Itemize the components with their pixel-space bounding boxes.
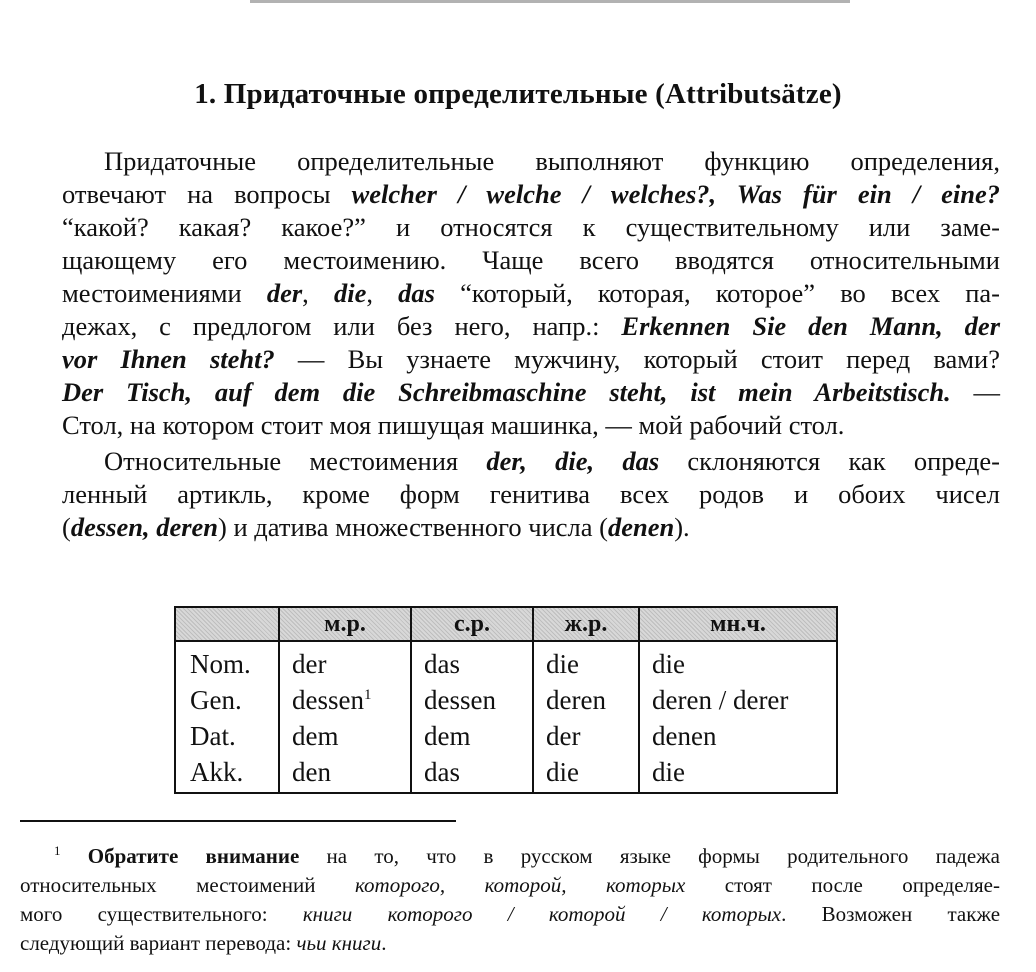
text-line: “какой? какая? какое?” и относятся к существительному или заме- <box>62 212 1000 242</box>
text-line <box>20 178 1000 211</box>
declension-table <box>174 606 838 794</box>
genitive-forms: dessen, deren <box>70 512 219 542</box>
paragraph-2 <box>20 445 1000 544</box>
case-label: Akk. <box>190 757 244 787</box>
table-header-corner <box>175 607 279 641</box>
footnote-divider <box>20 820 456 822</box>
text-line <box>20 277 1000 310</box>
table-header-neuter: с.р. <box>411 607 533 641</box>
body-text <box>20 145 1000 544</box>
example-questions: welcher / welche / welches?, Was für ein / eine? <box>351 179 1000 209</box>
text-run: ) и датива множественного числа ( <box>218 512 608 542</box>
text-run: на то, что в русском языке формы родительного падежа <box>299 844 1000 868</box>
table-cell: dem <box>279 718 411 754</box>
footnote-line <box>20 842 1000 871</box>
table-row <box>175 754 837 793</box>
text-line: Стол, на котором стоит моя пишущая машинка, — мой рабочий стол. <box>62 410 845 440</box>
text-line <box>20 310 1000 343</box>
text-run: — <box>950 377 1001 407</box>
table-cell: den <box>279 754 411 793</box>
table-row <box>175 718 837 754</box>
example-preposition: auf dem <box>214 377 321 407</box>
footnote-mark: 1 <box>54 843 61 858</box>
table-cell: der <box>533 718 639 754</box>
table-cell: das <box>411 641 533 682</box>
text-run: местоимениями <box>62 278 267 308</box>
text-line <box>20 511 1000 544</box>
text-line: щающему его местоимению. Чаще всего вводятся относительными <box>62 245 1000 275</box>
table-cell: die <box>533 754 639 793</box>
footnote-line <box>20 900 1000 929</box>
table-cell <box>279 682 411 718</box>
table-cell: deren <box>533 682 639 718</box>
footnote <box>20 842 1000 958</box>
text-line <box>20 376 1000 409</box>
footnote-line <box>20 929 1000 958</box>
text-line: Придаточные определительные выполняют функцию определения, <box>104 146 1000 176</box>
case-label: Nom. <box>190 649 251 679</box>
paragraph-1 <box>20 145 1000 442</box>
text-line <box>20 343 1000 376</box>
text-run: мого существительного: <box>20 902 303 926</box>
text-run: ). <box>674 512 690 542</box>
text-run: дежах, с предлогом или без него, напр.: <box>62 311 622 341</box>
example-sentence-2-end: die Schreibmaschine steht, ist mein Arbeitstisch. <box>320 377 951 407</box>
table-cell: das <box>411 754 533 793</box>
text-run: стоят после определяе- <box>685 873 1000 897</box>
table-header-masculine: м.р. <box>279 607 411 641</box>
table-cell: dem <box>411 718 533 754</box>
text-run: склоняются как опреде- <box>659 446 1000 476</box>
text-run: отвечают на вопросы <box>62 179 352 209</box>
section-heading: 1. Придаточные определительные (Attributsätze) <box>194 78 842 110</box>
example-sentence-1-end: vor Ihnen steht? <box>62 344 275 374</box>
table-row <box>175 682 837 718</box>
text-run: . Возможен также <box>781 902 1001 926</box>
pronoun-der: der <box>266 278 303 308</box>
example-sentence-2: Der Tisch, <box>62 377 215 407</box>
table-cell: die <box>639 754 837 793</box>
text-run: Относительные местоимения <box>104 446 487 476</box>
text-run: следующий вариант перевода: <box>20 931 297 955</box>
example-sentence-1: Erkennen Sie den Mann, der <box>621 311 1001 341</box>
footnote-emphasis: Обратите внимание <box>87 844 300 868</box>
table-cell: denen <box>639 718 837 754</box>
footnote-italic: книги которого / которой / которых <box>302 902 782 926</box>
text-run: ( <box>62 512 71 542</box>
text-line <box>20 445 1000 478</box>
table-header-row <box>175 607 837 641</box>
case-label: Dat. <box>190 721 236 751</box>
case-label: Gen. <box>190 685 242 715</box>
table-header-plural: мн.ч. <box>639 607 837 641</box>
table-row <box>175 641 837 682</box>
pronoun-das: das <box>398 278 435 308</box>
table-header-feminine: ж.р. <box>533 607 639 641</box>
table-cell: dessen <box>411 682 533 718</box>
text-run: , <box>302 278 334 308</box>
top-edge-rule <box>250 0 850 3</box>
text-run: . <box>381 931 387 955</box>
text-run: относительных местоимений <box>20 873 355 897</box>
text-run: , <box>366 278 399 308</box>
cell-text: dessen <box>292 685 364 715</box>
text-line: ленный артикль, кроме форм генитива всех родов и обоих чисел <box>62 479 1000 509</box>
table-cell: deren / derer <box>639 682 837 718</box>
dative-plural-form: denen <box>607 512 675 542</box>
footnote-italic: чьи книги <box>296 931 382 955</box>
text-run: — Вы узнаете мужчину, который стоит перед вами? <box>274 344 1000 374</box>
footnote-italic: которого, которой, которых <box>355 873 686 897</box>
table-cell: die <box>533 641 639 682</box>
pronoun-die: die <box>333 278 367 308</box>
footnote-line <box>20 871 1000 900</box>
table-cell: die <box>639 641 837 682</box>
pronouns: der, die, das <box>486 446 660 476</box>
text-run: “который, которая, которое” во всех па- <box>434 278 1001 308</box>
footnote-reference: 1 <box>363 687 372 703</box>
table-cell: der <box>279 641 411 682</box>
